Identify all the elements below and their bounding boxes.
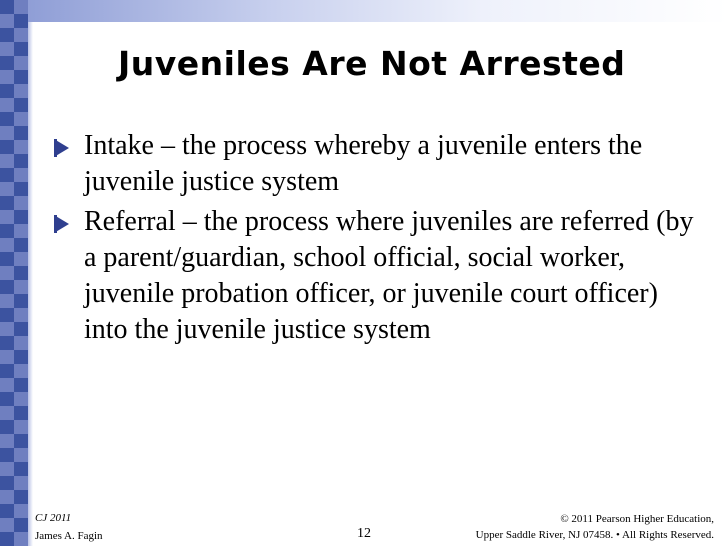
bullet-text-referral: Referral – the process where juveniles are referred (by a parent/guardian, school official, social worker, juvenile probation officer, or juvenile court officer) into the juvenile justice system [84,206,694,345]
list-item [50,204,700,348]
decorative-top-strip [28,0,728,22]
copyright-line-2: Upper Saddle River, NJ 07458. • All Rights Reserved. [475,529,714,541]
bullet-arrow-icon [54,139,69,157]
footer-left [35,509,103,545]
slide-title: Juveniles Are Not Arrested [118,44,626,83]
bullet-list [50,128,700,352]
list-item [50,128,700,200]
copyright-line-1: © 2011 Pearson Higher Education, [560,513,714,525]
footer-copyright [476,511,714,543]
page-number: 12 [357,526,371,541]
decorative-side-bar [0,0,28,546]
footer-course: CJ 2011 [35,512,72,524]
bullet-text-intake: Intake – the process whereby a juvenile enters the juvenile justice system [84,130,643,197]
bullet-arrow-icon [54,215,69,233]
footer-author: James A. Fagin [35,530,103,542]
